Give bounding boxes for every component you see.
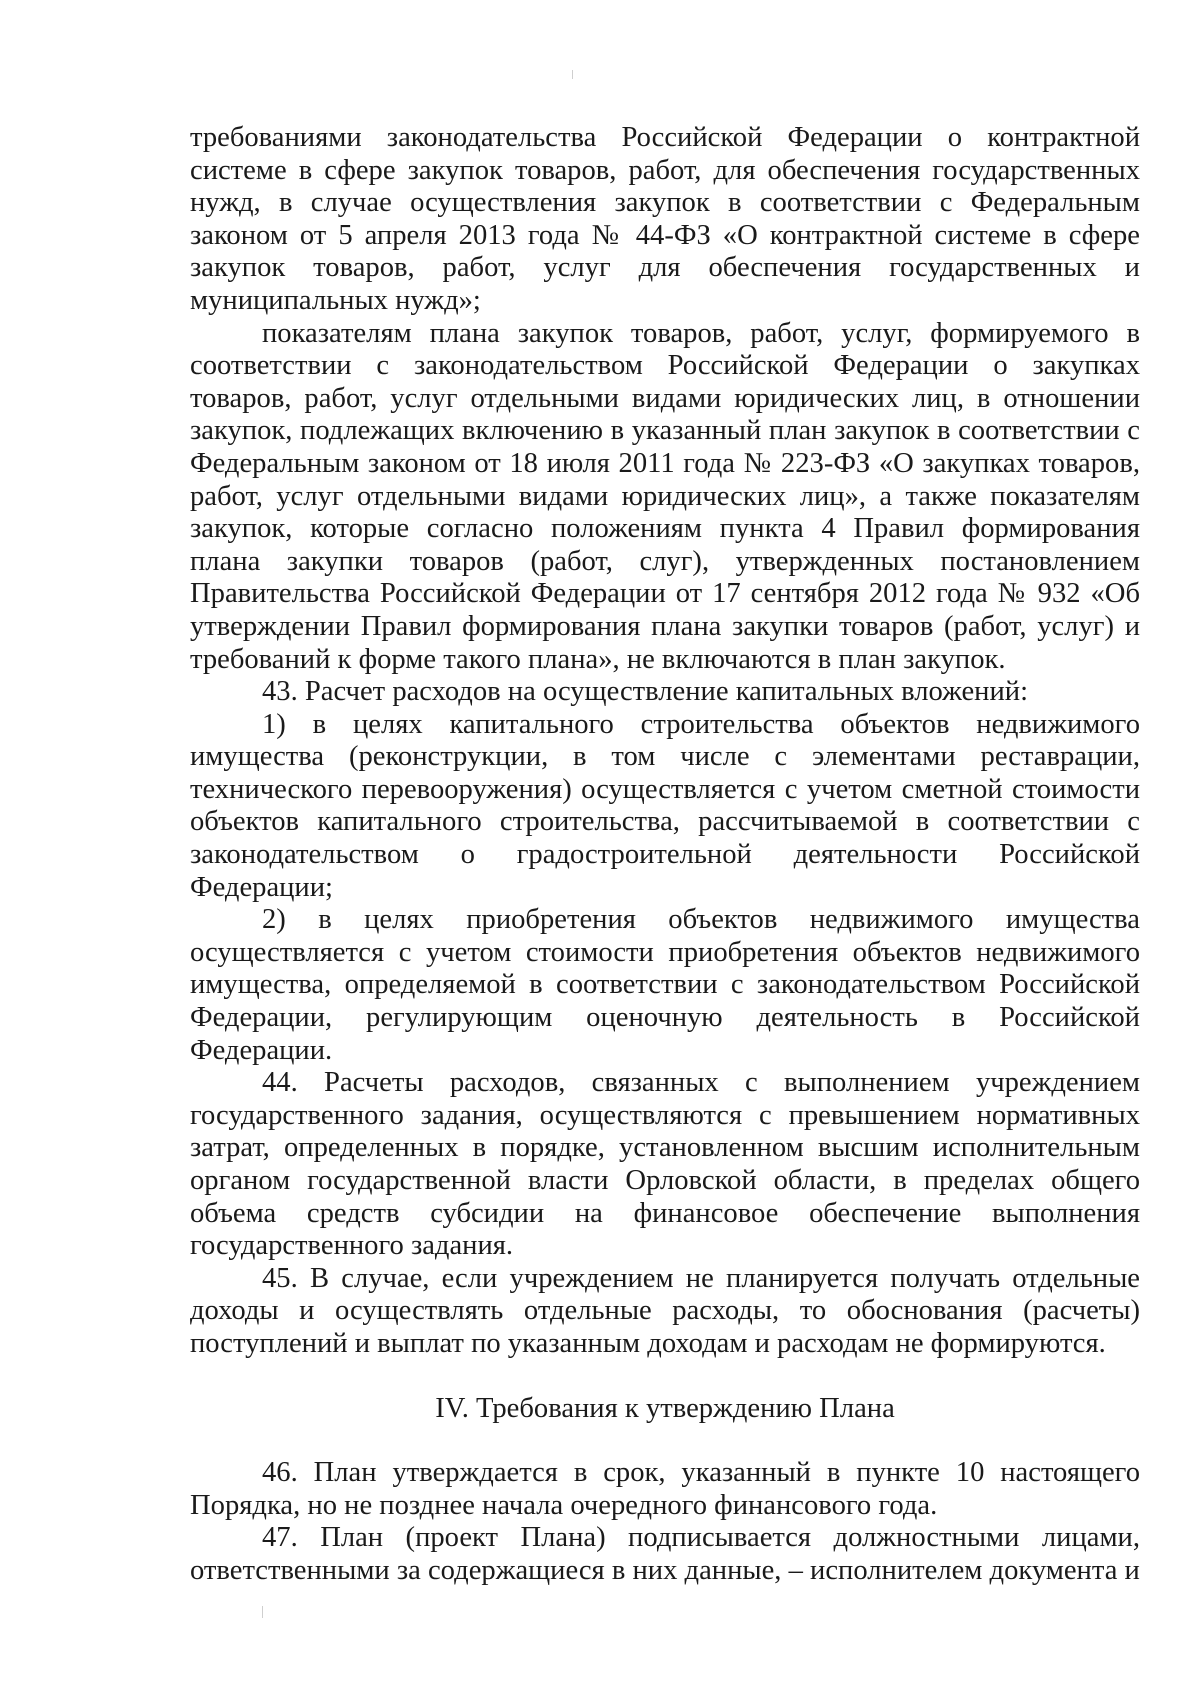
paragraph-43: 43. Расчет расходов на осуществление капитальных вложений:: [262, 676, 1029, 708]
paragraph-procurement-indicators: показателям плана закупок товаров, работ, услуг, формируемого в соответствии с законодательством Российской Федерации о закупках товаров, работ, услуг отдельными видами юридических лиц, в отношении закупок, подлежащих включению в указанный план закупок в соответствии с Федеральным законом от 18 июля 2011 года № 223-ФЗ «О закупках товаров, работ, услуг отдельными видами юридических лиц», а также показателям закупок, которые согласно положениям пункта 4 Правил формирования плана закупки товаров (работ, слуг), утвержденных постановлением Правительства Российской Федерации от 17 сентября 2012 года № 932 «Об утверждении Правил формирования плана закупки товаров (работ, услуг) и требований к форме такого плана», не включаются в план закупок.: [190, 317, 1140, 675]
section-heading: IV. Требования к утверждению Плана: [435, 1392, 895, 1424]
paragraph-46: 46. План утверждается в срок, указанный в пункте 10 настоящего Порядка, но не позднее начала очередного финансового года.: [190, 1457, 1140, 1521]
scan-speck-top: [572, 70, 573, 79]
paragraph-45: 45. В случае, если учреждением не планируется получать отдельные доходы и осуществлять отдельные расходы, то обоснования (расчеты) поступлений и выплат по указанным доходам и расходам не формируются.: [190, 1262, 1140, 1359]
paragraph-47: 47. План (проект Плана) подписывается должностными лицами, ответственными за содержащиеся в них данные, – исполнителем документа и: [190, 1522, 1140, 1586]
list-item-43-2: 2) в целях приобретения объектов недвижимого имущества осуществляется с учетом стоимости приобретения объектов недвижимого имущества, определяемой в соответствии с законодательством Российской Федерации, регулирующим оценочную деятельность в Российской Федерации.: [190, 904, 1140, 1066]
list-item-43-1: 1) в целях капитального строительства объектов недвижимого имущества (реконструкции, в том числе с элементами реставрации, технического перевооружения) осуществляется с учетом сметной стоимости объектов капитального строительства, рассчитываемой в соответствии с законодательством о градостроительной деятельности Российской Федерации;: [190, 708, 1140, 903]
document-page: [190, 122, 1140, 1588]
scan-speck-bottom: [262, 1606, 263, 1618]
paragraph-44: 44. Расчеты расходов, связанных с выполнением учреждением государственного задания, осуществляются с превышением нормативных затрат, определенных в порядке, установленном высшим исполнительным органом государственной власти Орловской области, в пределах общего объема средств субсидии на финансовое обеспечение выполнения государственного задания.: [190, 1067, 1140, 1262]
paragraph-continuation: требованиями законодательства Российской Федерации о контрактной системе в сфере закупок товаров, работ, для обеспечения государственных нужд, в случае осуществления закупок в соответствии с Федеральным законом от 5 апреля 2013 года № 44-ФЗ «О контрактной системе в сфере закупок товаров, работ, услуг для обеспечения государственных и муниципальных нужд»;: [190, 122, 1140, 316]
